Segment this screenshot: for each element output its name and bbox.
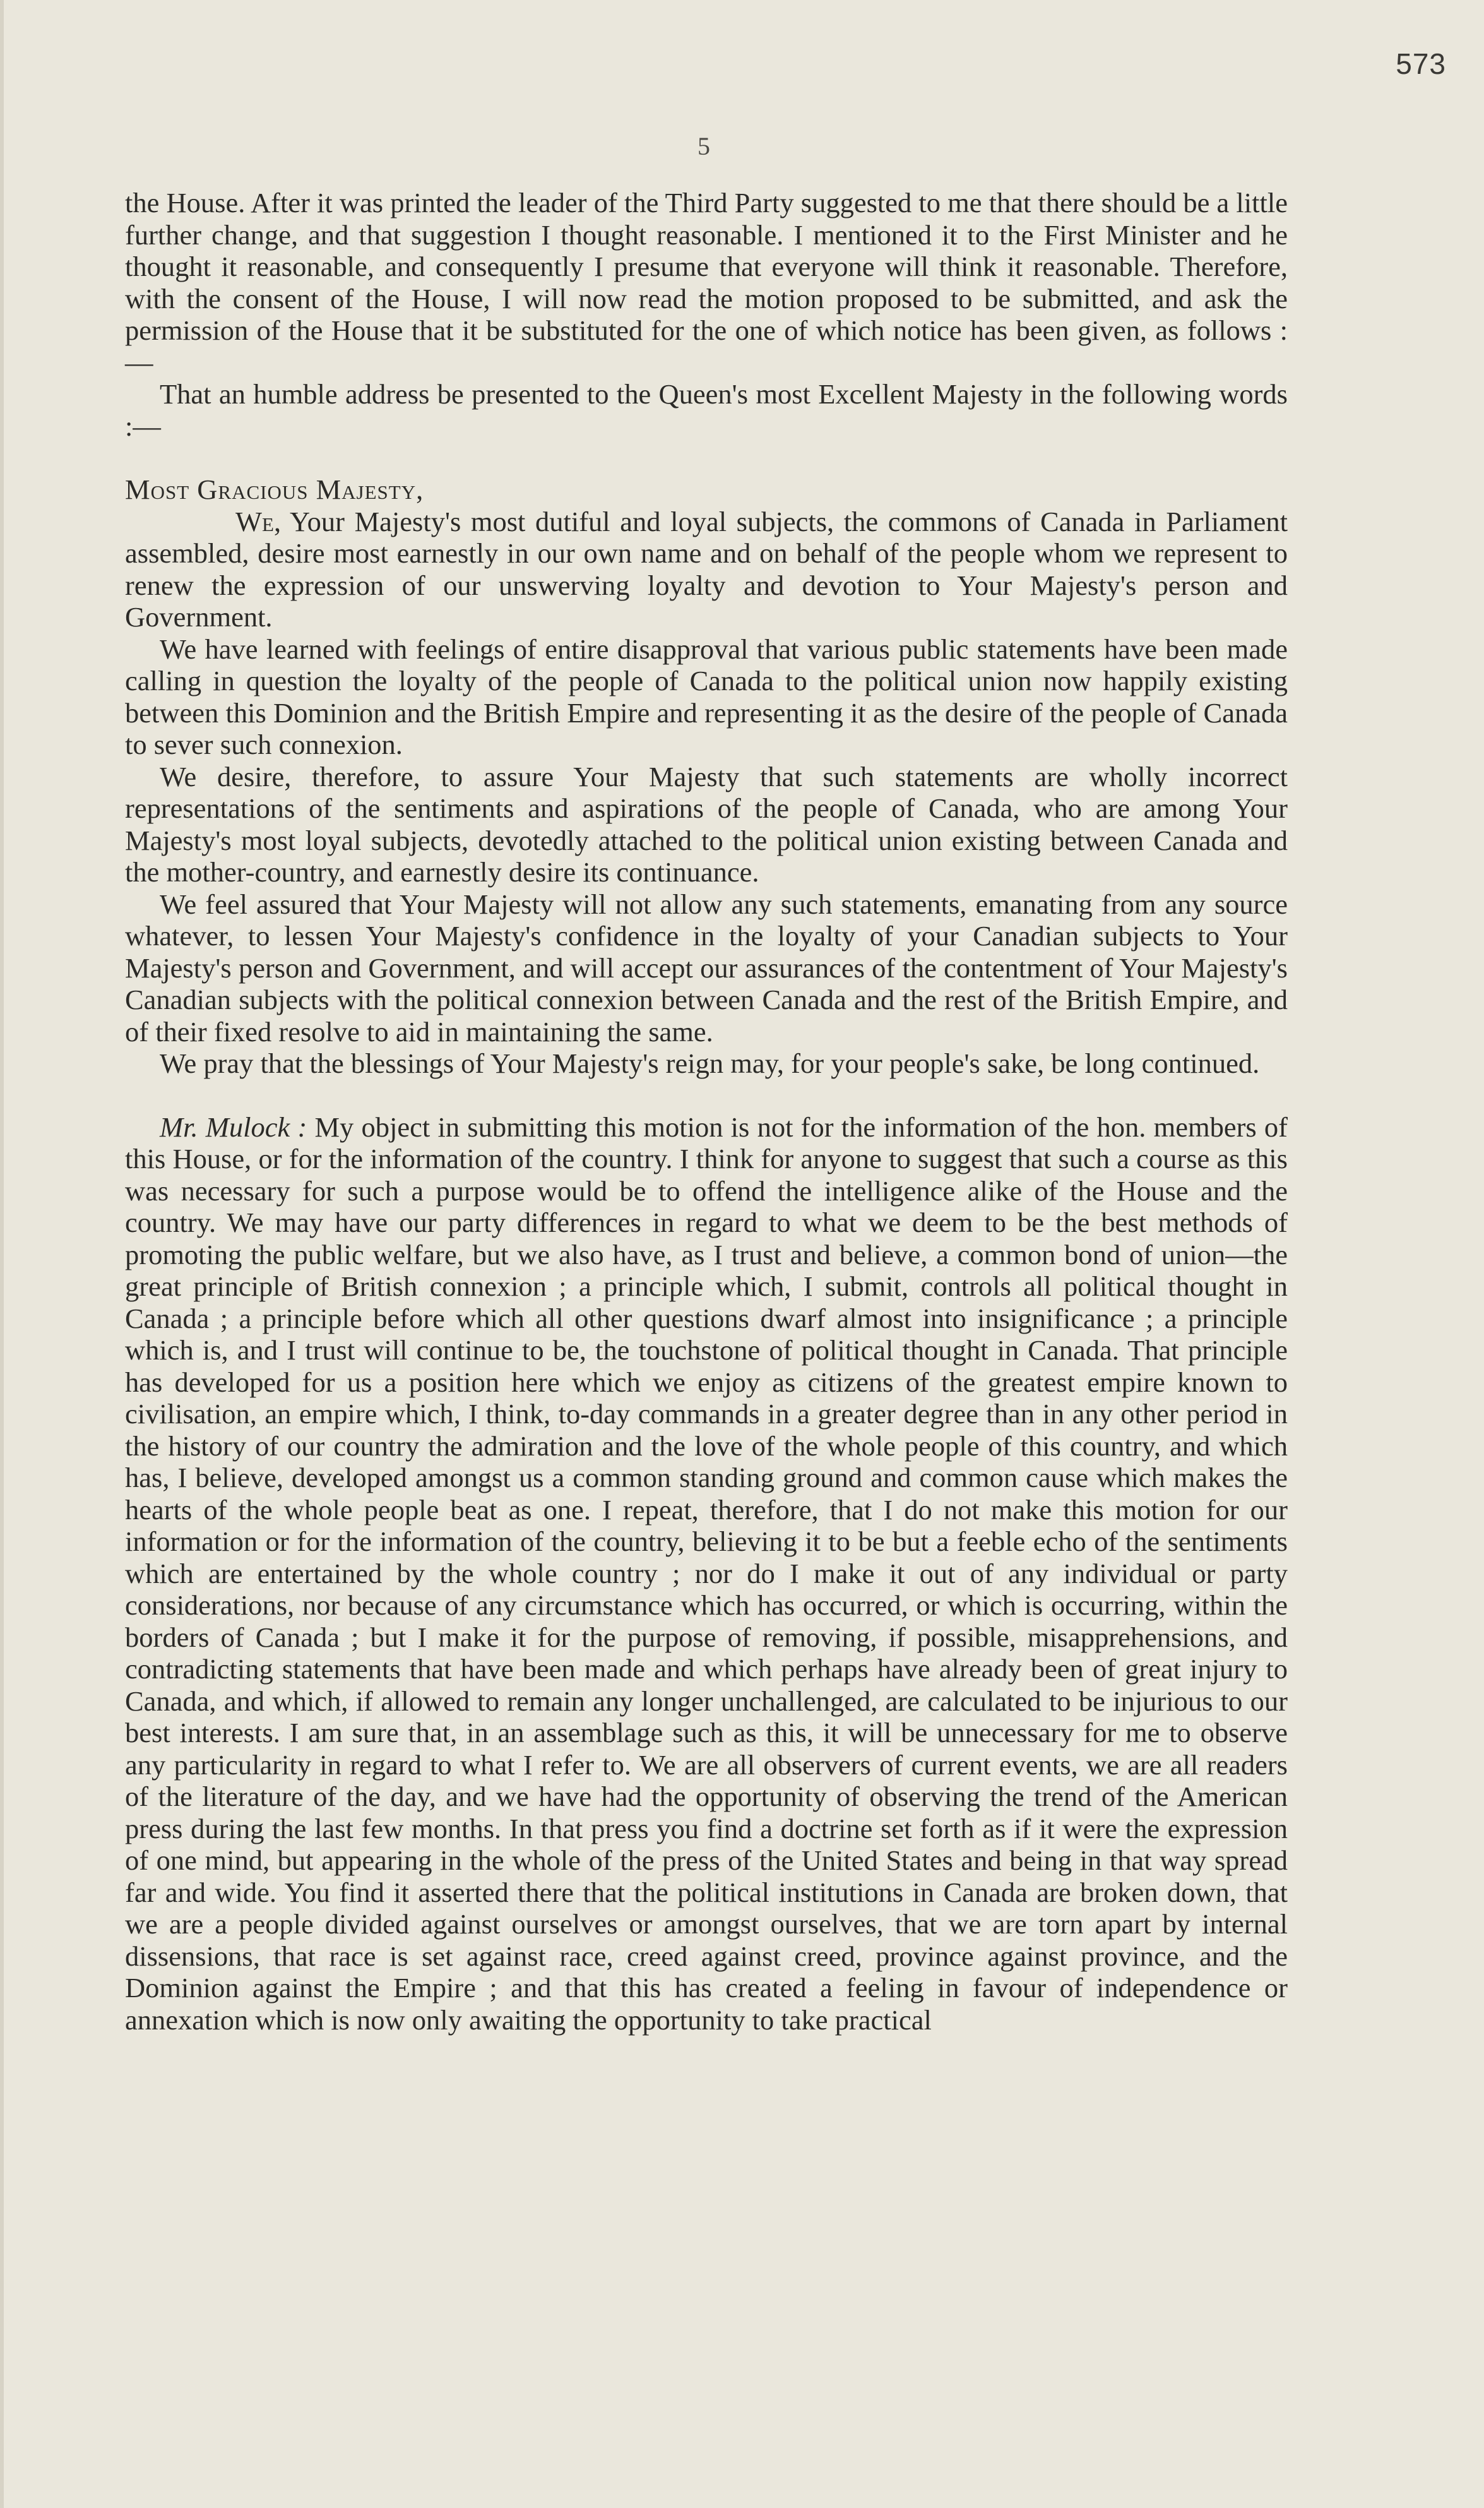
page-edge [0,0,4,2508]
page-number: 5 [697,132,710,160]
speech-text: My object in submitting this motion is not for the information of the hon. members of this House, or for the information of the country. I think for anyone to suggest that such a course as this was necessary for such a purpose would be to offend the intelligence alike of the House and the country. We may have our party differences in regard to what we deem to be the best methods of promoting the public welfare, but we also have, as I trust and believe, a common bond of union—the great principle of British connexion ; a principle which, I submit, controls all political thought in Canada ; a principle before which all other questions dwarf almost into insignificance ; a principle which is, and I trust will continue to be, the touchstone of political thought in Canada. That principle has developed for us a position here which we enjoy as citizens of the greatest empire known to civilisation, an empire which, I think, to-day commands in a greater degree than in any other period in the history of our country the admiration and the love of the whole people of this country, and which has, I believe, developed amongst us a common standing ground and common cause which makes the hearts of the whole people beat as one. I repeat, therefore, that I do not make this motion for our information or for the information of the country, believing it to be but a feeble echo of the sentiments which are entertained by the whole country ; nor do I make it out of any individual or party considerations, nor because of any circumstance which has occurred, or which is occurring, within the borders of Canada ; but I make it for the purpose of removing, if possible, misapprehensions, and contradicting statements that have been made and which perhaps have already been of great injury to Canada, and which, if allowed to remain any longer unchallenged, are calculated to be injurious to our best interests. I am sure that, in an assemblage such as this, it will be unnecessary for me to observe any particularity in regard to what I refer to. We are all observers of current events, we are all readers of the literature of the day, and we have had the opportunity of observing the trend of the American press during the last few months. In that press you find a doctrine set forth as if it were the expression of one mind, but appearing in the whole of the press of the United States and being in that way spread far and wide. You find it asserted there that the political institutions in Canada are broken down, that we are a people divided against ourselves or amongst ourselves, that we are torn apart by internal dissensions, that race is set against race, creed against creed, province against province, and the Dominion against the Empire ; and that this has created a feeling in favour of independence or annexation which is now only awaiting the opportunity to take practical [125,1111,1288,2036]
address-paragraph-4: We feel assured that Your Majesty will not allow any such statements, emanating from any source whatever, to lessen Your Majesty's confidence in the loyalty of your Canadian subjects to Your Majesty's person and Government, and will accept our assurances of the contentment of Your Majesty's Canadian subjects with the political connexion between Canada and the rest of the British Empire, and of their fixed resolve to aid in maintaining the same. [125,888,1288,1048]
address-paragraph-1 [125,506,1288,633]
speech-paragraph [125,1111,1288,2036]
document-body [125,187,1288,2036]
address-lead-word: We [235,505,274,537]
address-salutation: Most Gracious Majesty, [125,474,424,505]
folio-number: 573 [1396,47,1446,80]
speaker-name: Mr. Mulock : [160,1111,307,1143]
paragraph-address-intro: That an humble address be presented to the Queen's most Excellent Majesty in the following words :— [125,378,1288,442]
address-paragraph-3: We desire, therefore, to assure Your Majesty that such statements are wholly incorrect representations of the sentiments and aspirations of the people of Canada, who are among Your Majesty's most loyal subjects, devotedly attached to the political union existing between Canada and the mother-country, and earnestly desire its continuance. [125,760,1288,888]
paragraph-intro: the House. After it was printed the leader of the Third Party suggested to me that there should be a little further change, and that suggestion I thought reasonable. I mentioned it to the First Minister and he thought it reasonable, and consequently I presume that everyone will think it reasonable. Therefore, with the consent of the House, I will now read the motion proposed to be submitted, and ask the permission of the House that it be substituted for the one of which notice has been given, as follows :— [125,187,1288,378]
address-paragraph-1-text: , Your Majesty's most dutiful and loyal subjects, the commons of Canada in Parliament assembled, desire most earnestly in our own name and on behalf of the people whom we represent to renew the expression of our unswerving loyalty and devotion to Your Majesty's person and Government. [125,505,1288,633]
address-paragraph-5: We pray that the blessings of Your Majesty's reign may, for your people's sake, be long continued. [160,1048,1260,1079]
address-paragraph-2: We have learned with feelings of entire disapproval that various public statements have been made calling in question the loyalty of the people of Canada to the political union now happily existing between this Dominion and the British Empire and representing it as the desire of the people of Canada to sever such connexion. [125,633,1288,760]
